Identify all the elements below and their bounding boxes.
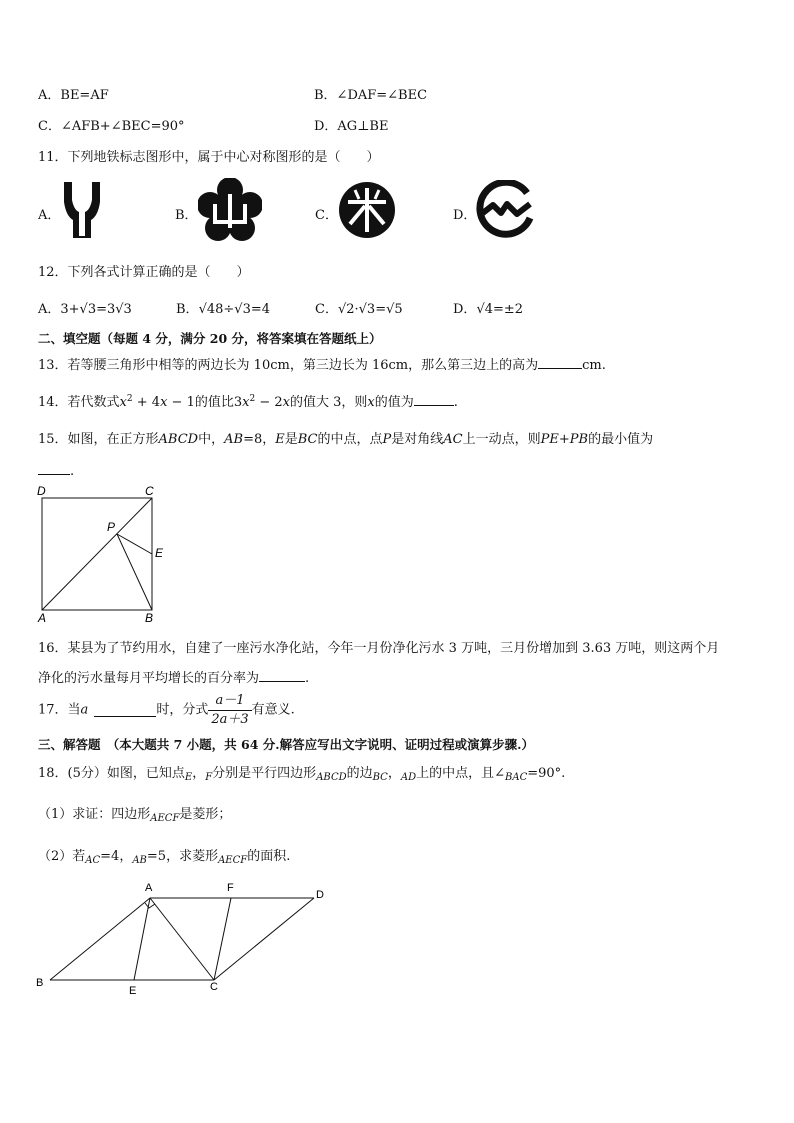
q12-option-a: A．3+√3=3√3 bbox=[38, 302, 132, 317]
q17-fraction: $\frac{a-1}{2a+3}$ bbox=[208, 692, 251, 729]
q18-part1: （1）求证：四边形$_{AECF}$是菱形； bbox=[38, 807, 232, 824]
q12-a-expr: 3+√3=3√3 bbox=[60, 302, 132, 317]
q12-option-c: C．√2·√3=√5 bbox=[315, 302, 403, 317]
q11-label-c: C． bbox=[315, 208, 338, 223]
q16-line1: 16．某县为了节约用水，自建了一座污水净化站，今年一月份净化污水 3 万吨，三月份增加到 3.63 万吨，则这两个月 bbox=[38, 641, 720, 656]
q12-b-expr: √48÷√3=4 bbox=[198, 302, 270, 317]
label-a: A bbox=[145, 882, 153, 894]
q15-answer-blank bbox=[38, 462, 70, 475]
q14-answer-blank bbox=[414, 393, 454, 406]
label-e: E bbox=[129, 985, 137, 997]
label-c: C bbox=[210, 981, 218, 993]
flower-emblem-logo bbox=[198, 178, 262, 242]
q12-d-expr: √4=±2 bbox=[476, 302, 524, 317]
circle-mi-logo bbox=[338, 180, 396, 240]
q15-text: 15．如图，在正方形ABCD中，AB=8，E是BC的中点，点P是对角线AC上一动点，则PE+PB的最小值为 bbox=[38, 432, 654, 447]
q13-text: 13．若等腰三角形中相等的两边长为 10cm，第三边长为 16cm，那么第三边上的高为 cm. bbox=[38, 358, 606, 373]
label-d: D bbox=[37, 484, 46, 498]
q11-label-a: A． bbox=[38, 208, 61, 223]
q13-answer-blank bbox=[538, 356, 582, 369]
label-p: P bbox=[107, 520, 116, 534]
q17-answer-blank bbox=[94, 704, 156, 717]
square-diagram bbox=[34, 482, 164, 624]
q11-label-d: D． bbox=[453, 208, 477, 223]
section3-heading: 三、解答题 （本大题共 7 小题，共 64 分.解答应写出文字说明、证明过程或演算步骤.） bbox=[38, 737, 534, 752]
label-c: C bbox=[145, 484, 154, 498]
q10-option-d: D．AG⊥BE bbox=[314, 119, 389, 134]
q15-answer-line: . bbox=[38, 462, 74, 479]
q11-stem: 11．下列地铁标志图形中，属于中心对称图形的是（ ） bbox=[38, 150, 380, 165]
q18-stem: 18．(5分）如图，已知点$_E$，$_F$分别是平行四边形$_{ABCD}$的边$_{BC}$，$_{AD}$上的中点，且$\angle_{BAC}=90^\circ$. bbox=[38, 766, 566, 783]
q16-line2: 净化的污水量每月平均增长的百分率为 . bbox=[38, 671, 310, 686]
q10-option-b: B．∠DAF=∠BEC bbox=[314, 88, 428, 103]
q12-option-d: D．√4=±2 bbox=[453, 302, 524, 317]
parallelogram-diagram bbox=[30, 876, 340, 998]
ring-wave-logo bbox=[474, 180, 536, 242]
q16-answer-blank bbox=[259, 669, 305, 682]
q18-part2: （2）若$_{AC}$=4，$_{AB}$=5，求菱形$_{AECF}$的面积. bbox=[38, 849, 291, 866]
q10-option-c: C．∠AFB+∠BEC=90° bbox=[38, 119, 185, 134]
q12-stem: 12．下列各式计算正确的是（ ） bbox=[38, 265, 250, 280]
label-f: F bbox=[227, 882, 234, 894]
q14-text: 14．若代数式$x^2 + 4x - 1$的值比$3x^2 - 2x$的值大 3，则x的值为 . bbox=[38, 394, 458, 410]
q10-option-a: A．BE=AF bbox=[38, 88, 109, 103]
label-b: B bbox=[36, 977, 44, 989]
forked-y-logo bbox=[60, 182, 104, 238]
label-e: E bbox=[155, 546, 164, 560]
label-a: A bbox=[38, 611, 47, 624]
label-d: D bbox=[316, 889, 324, 901]
q12-c-expr: √2·√3=√5 bbox=[337, 302, 403, 317]
q17-text: 17．当a 时，分式 $\frac{a-1}{2a+3}$ 有意义. bbox=[38, 693, 295, 727]
q11-label-b: B． bbox=[175, 208, 198, 223]
q12-option-b: B．√48÷√3=4 bbox=[176, 302, 270, 317]
section2-heading: 二、填空题（每题 4 分，满分 20 分，将答案填在答题纸上） bbox=[38, 331, 382, 346]
label-b: B bbox=[145, 611, 154, 624]
